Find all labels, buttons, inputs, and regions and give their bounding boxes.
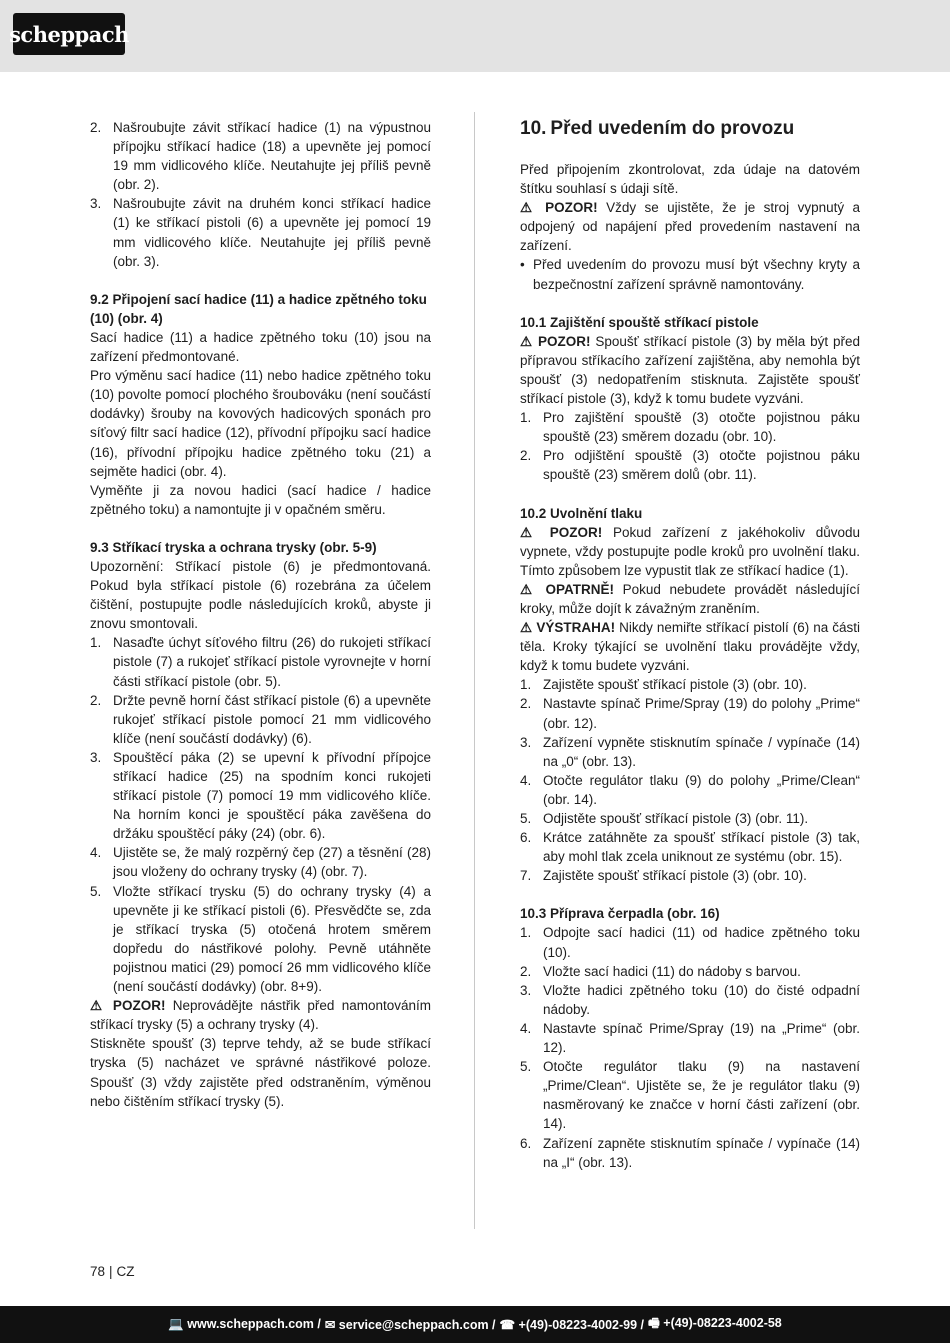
header-band xyxy=(0,0,950,72)
fax-number: 🖷 +(49)-08223-4002-58 xyxy=(648,1316,782,1330)
contact-footer-bar xyxy=(0,1306,950,1343)
phone-number: ☎ +(49)-08223-4002-99 / xyxy=(499,1318,644,1332)
paragraph: Sací hadice (11) a hadice zpětného toku (10) jsou na zařízení předmontované. xyxy=(90,329,431,365)
warning-paragraph: ⚠ POZOR! Vždy se ujistěte, že je stroj vypnutý a odpojený od napájení před provedením nastavení na zařízení. xyxy=(520,200,861,254)
chapter-heading-10: 10. Před uvedením do provozu xyxy=(520,118,795,139)
warning-paragraph: ⚠ POZOR! Pokud zařízení z jakéhokoliv důvodu vypnete, vždy postupujte podle kroků pro uvolnění tlaku. Tímto způsobem lze vypustit tlak ze stříkací hadice (1). xyxy=(520,524,860,578)
page-number: 78 | CZ xyxy=(90,1264,135,1279)
right-column xyxy=(520,118,860,1172)
list-item: 1. Odpojte sací hadici (11) od hadice zpětného toku (10). xyxy=(520,925,860,960)
scheppach-logo: scheppach xyxy=(13,13,125,55)
list-item: 2. Pro odjištění spouště (3) otočte pojistnou páku spouště (23) směrem dolů (obr. 11). xyxy=(520,448,860,483)
section-heading-10-3: 10.3 Příprava čerpadla (obr. 16) xyxy=(520,906,720,922)
paragraph: Stiskněte spoušť (3) teprve tehdy, až se bude stříkací tryska (5) nacházet ve správné nástřikové poloze. Spoušť (3) vždy zajistěte před odstraněním, výměnou nebo čištěním stříkací trysky (5). xyxy=(90,1036,431,1109)
list-item: 3. Vložte hadici zpětného toku (10) do čisté odpadní nádoby. xyxy=(520,982,860,1017)
section-heading-10-1: 10.1 Zajištění spouště stříkací pistole xyxy=(520,314,759,330)
list-item: 4. Ujistěte se, že malý rozpěrný čep (27) a těsnění (28) jsou vloženy do ochrany trysky (4) (obr. 7). xyxy=(90,845,431,880)
list-item: 1. Zajistěte spoušť stříkací pistole (3) (obr. 10). xyxy=(520,677,807,693)
paragraph: Upozornění: Stříkací pistole (6) je předmontovaná. Pokud byla stříkací pistole (6) rozebrána za účelem čištění, postupujte podle následujících kroků, abyste ji znovu smontovali. xyxy=(90,558,431,632)
paragraph: Pro výměnu sací hadice (11) nebo hadice zpětného toku (10) povolte pomocí plochého šroubováku (není součástí dodávky) šrouby na kovových hadicových sponách pro síťový filtr sací hadice (12), přívodní přípojku sací hadice (16), přívodní přípojku hadice zpětného toku (21) a sejměte hadici (obr. 4). xyxy=(90,368,431,479)
danger-paragraph: ⚠ VÝSTRAHA! Nikdy nemiřte stříkací pistolí (6) na části těla. Kroky týkající se uvolnění tlaku provádějte vždy, když k tomu budete vyzváni. xyxy=(520,620,860,674)
list-item: • Před uvedením do provozu musí být všechny kryty a bezpečnostní zařízení správně namontovány. xyxy=(520,257,860,292)
list-item: 2. Našroubujte závit stříkací hadice (1) na výpustnou přípojku stříkací hadice (18) a upevněte jej pomocí 19 mm vidlicového klíče. Neutahujte jej příliš pevně (obr. 2). xyxy=(90,120,431,193)
list-item: 5. Vložte stříkací trysku (5) do ochrany trysky (4) a upevněte ji ke stříkací pistoli (6). Přesvědčte se, zda je stříkací tryska (5) otočená hrotem směrem dopředu do nástřikové polohy. Pevně utáhněte pojistnou matici (29) pomocí 26 mm vidlicového klíče (není součástí dodávky) (obr. 8+9). xyxy=(90,883,431,995)
caution-icon-label: ⚠ OPATRNĚ! xyxy=(520,581,615,597)
list-item: 1. Nasaďte úchyt síťového filtru (26) do rukojeti stříkací pistole (7) a rukojeť stříkací pistole vyrovnejte v horní části stříkací pistole (obr. 5). xyxy=(90,635,431,689)
column-divider xyxy=(474,112,475,1229)
list-item: 4. Otočte regulátor tlaku (9) do polohy „Prime/Clean“ (obr. 14). xyxy=(520,772,860,807)
danger-icon-label: ⚠ VÝSTRAHA! xyxy=(520,620,616,636)
intro-list xyxy=(90,118,431,271)
section-heading-10-2: 10.2 Uvolnění tlaku xyxy=(520,505,643,521)
website-link[interactable]: 💻 www.scheppach.com / xyxy=(168,1317,321,1331)
list-item: 4. Nastavte spínač Prime/Spray (19) na „Prime“ (obr. 12). xyxy=(520,1020,860,1056)
list-item: 2. Vložte sací hadici (11) do nádoby s barvou. xyxy=(520,963,801,979)
pump-prep-list xyxy=(520,923,860,1171)
list-item: 5. Odjistěte spoušť stříkací pistole (3) (obr. 11). xyxy=(520,811,809,826)
section-heading-9-3: 9.3 Stříkací tryska a ochrana trysky (obr. 5-9) xyxy=(90,539,377,555)
list-item: 5. Otočte regulátor tlaku (9) na nastavení „Prime/Clean“. Ujistěte se, že je regulátor tlaku (9) nasměrovaný ke značce v horní části zařízení (obr. 14). xyxy=(520,1059,860,1132)
list-item: 6. Krátce zatáhněte za spoušť stříkací pistole (3) tak, aby mohl tlak zcela uniknout ze systému (obr. 15). xyxy=(520,830,860,865)
caution-paragraph: ⚠ OPATRNĚ! Pokud nebudete provádět následující kroky, může dojít k závažným zraněním. xyxy=(520,581,860,616)
left-column xyxy=(90,118,431,1111)
pressure-release-list xyxy=(520,675,860,885)
warning-paragraph: ⚠ POZOR! Spoušť stříkací pistole (3) by měla být před přípravou stříkacího zařízení zajištěna, aby nemohla být spoušť (3) nedopatřením stisknuta. Zajistěte spoušť stříkací pistole (3), když k tomu budete vyzváni. xyxy=(520,333,860,407)
paragraph: Před připojením zkontrolovat, zda údaje na datovém štítku souhlasí s údaji sítě. xyxy=(520,162,860,197)
list-item: 2. Nastavte spínač Prime/Spray (19) do polohy „Prime“ (obr. 12). xyxy=(520,696,860,731)
list-item: 7. Zajistěte spoušť stříkací pistole (3) (obr. 10). xyxy=(520,868,807,884)
warning-icon-label: ⚠ POZOR! xyxy=(520,333,591,349)
email-link[interactable]: ✉ service@scheppach.com / xyxy=(324,1318,496,1332)
trigger-lock-list xyxy=(520,408,860,484)
list-item: 2. Držte pevně horní část stříkací pistole (6) a upevněte rukojeť stříkací pistole pomocí 21 mm vidlicového klíče (není součástí dodávky) (6). xyxy=(90,692,431,746)
list-item: 3. Zařízení vypněte stisknutím spínače / vypínače (14) na „0“ (obr. 13). xyxy=(520,734,860,769)
list-item: 3. Spouštěcí páka (2) se upevní k přívodní přípojce stříkací hadice (25) na spodním konci rukojeti stříkací pistole (7) pomocí 19 mm vidlicového klíče. Na horním konci je spouštěcí páka zavěšena do držáku spouštěcí páky (24) (obr. 6). xyxy=(90,749,431,842)
warning-paragraph: ⚠ POZOR! Neprovádějte nástřik před namontováním stříkací trysky (5) a ochrany trysky (4). xyxy=(90,998,431,1033)
section-heading-9-2: 9.2 Připojení sací hadice (11) a hadice zpětného toku (10) (obr. 4) xyxy=(90,291,427,326)
warning-icon-label: ⚠ POZOR! xyxy=(520,200,598,216)
list-item: 3. Našroubujte závit na druhém konci stříkací hadice (1) ke stříkací pistoli (6) a upevněte jej pomocí 19 mm vidlicového klíče. Neutahujte jej příliš pevně (obr. 3). xyxy=(90,196,431,269)
assembly-steps-list xyxy=(90,633,431,996)
warning-icon-label: ⚠ POZOR! xyxy=(520,524,603,540)
bullet-list xyxy=(520,255,860,293)
list-item: 1. Pro zajištění spouště (3) otočte pojistnou páku spouště (23) směrem dozadu (obr. 10). xyxy=(520,410,860,445)
paragraph: Vyměňte ji za novou hadici (sací hadice / hadice zpětného toku) a namontujte ji v opačném směru. xyxy=(90,482,431,517)
list-item: 6. Zařízení zapněte stisknutím spínače / vypínače (14) na „I“ (obr. 13). xyxy=(520,1135,860,1170)
warning-icon-label: ⚠ POZOR! xyxy=(90,998,166,1014)
